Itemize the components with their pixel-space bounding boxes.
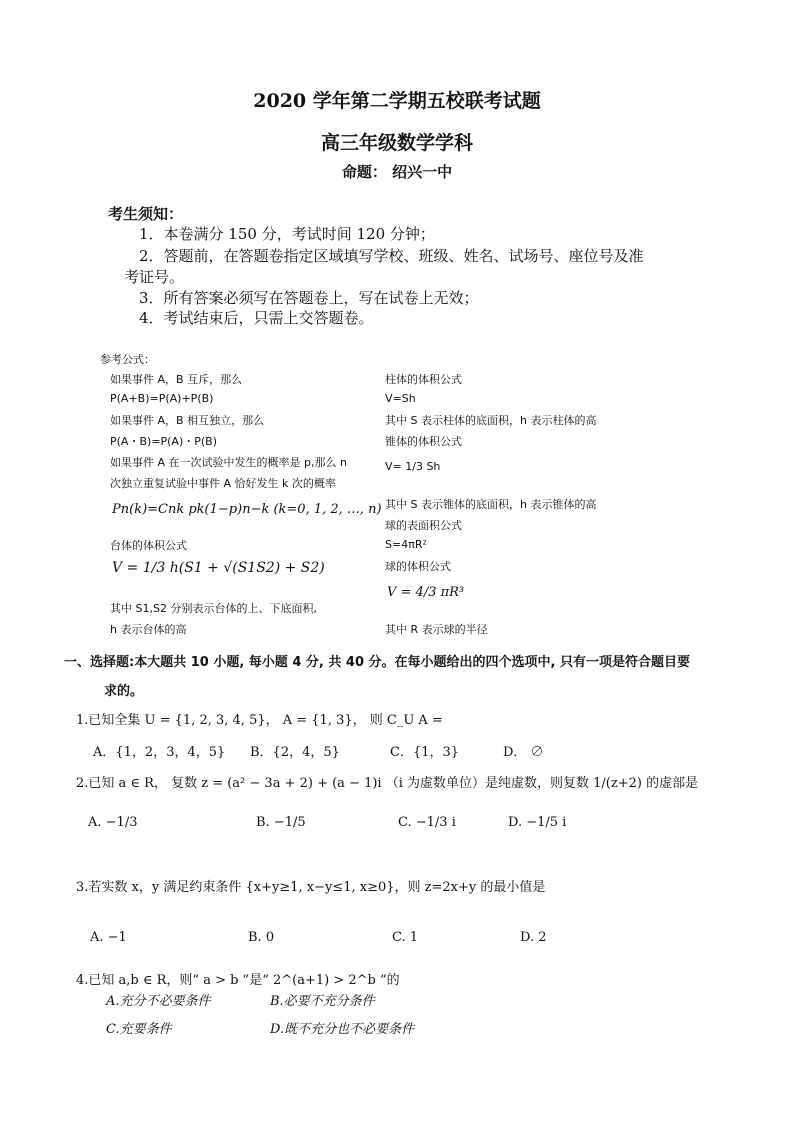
section-heading-cont: 求的。 xyxy=(104,684,144,699)
formula-left-3: 如果事件 A，B 相互独立，那么 xyxy=(110,414,265,427)
exam-title: 2020 学年第二学期五校联考试题 xyxy=(253,90,541,112)
question-3-option-b: B. 0 xyxy=(248,930,275,945)
cone-volume-formula: V= 1/3 Sh xyxy=(385,460,441,473)
question-1-option-b: B．{2，4，5} xyxy=(250,745,340,760)
formula-left-5: 如果事件 A 在一次试验中发生的概率是 p,那么 n xyxy=(110,456,347,469)
question-4-option-c: C.充要条件 xyxy=(106,1022,172,1037)
question-1-option-a: A．{1，2，3，4，5} xyxy=(93,745,226,760)
formula-heading: 参考公式： xyxy=(100,353,155,366)
question-1-stem: 1.已知全集 U = {1, 2, 3, 4, 5}， A = {1, 3}， 则 C_U A = xyxy=(76,713,443,728)
question-3-stem: 3.若实数 x，y 满足约束条件 {x+y≥1, x−y≤1, x≥0}，则 z=2x+y 的最小值是 xyxy=(76,880,546,895)
notice-item-4: 4．考试结束后，只需上交答题卷。 xyxy=(139,309,374,327)
notice-item-2: 2．答题前，在答题卷指定区域填写学校、班级、姓名、试场号、座位号及准 xyxy=(139,247,644,265)
question-2-option-c: C. −1/3 i xyxy=(398,815,456,830)
formula-right-6: 其中 S 表示锥体的底面积，h 表示锥体的高 xyxy=(385,498,597,511)
question-1-option-d: D． ∅ xyxy=(503,745,544,760)
question-4-option-b: B.必要不充分条件 xyxy=(270,994,375,1009)
formula-right-4: 锥体的体积公式 xyxy=(385,435,462,448)
formula-right-9: 球的体积公式 xyxy=(385,560,451,573)
notice-heading: 考生须知： xyxy=(108,205,184,223)
question-2-stem: 2.已知 a ∈ R， 复数 z = (a² − 3a + 2) + (a − 1)i （i 为虚数单位）是纯虚数，则复数 1/(z+2) 的虚部是 xyxy=(76,776,699,791)
formula-left-4: P(A・B)=P(A)・P(B) xyxy=(110,435,218,448)
question-2-option-d: D. −1/5 i xyxy=(508,815,567,830)
notice-item-3: 3．所有答案必须写在答题卷上，写在试卷上无效； xyxy=(139,289,479,307)
formula-right-7: 球的表面积公式 xyxy=(385,519,462,532)
question-4-stem: 4.已知 a,b ∈ R，则“ a > b ”是“ 2^(a+1) > 2^b ”的 xyxy=(76,973,400,988)
frustum-formula: V = 1/3 h(S1 + √(S1S2) + S2) xyxy=(112,560,325,576)
formula-right-11: 其中 R 表示球的半径 xyxy=(385,623,488,636)
sphere-area-formula: S=4πR² xyxy=(385,538,427,551)
formula-right-1: 柱体的体积公式 xyxy=(385,373,462,386)
question-3-option-d: D. 2 xyxy=(520,930,547,945)
formula-right-2: V=Sh xyxy=(385,392,416,405)
formula-left-1: 如果事件 A，B 互斥，那么 xyxy=(110,373,243,386)
formula-right-3: 其中 S 表示柱体的底面积，h 表示柱体的高 xyxy=(385,414,597,427)
question-2-option-b: B. −1/5 xyxy=(256,815,306,830)
exam-subtitle: 高三年级数学学科 xyxy=(320,132,473,154)
formula-left-6: 次独立重复试验中事件 A 恰好发生 k 次的概率 xyxy=(110,477,336,490)
formula-left-8: 台体的体积公式 xyxy=(110,539,187,552)
formula-left-10: 其中 S1,S2 分别表示台体的上、下底面积, xyxy=(110,602,317,615)
question-3-option-a: A. −1 xyxy=(90,930,127,945)
binomial-formula: Pn(k)=Cnk pk(1−p)n−k (k=0, 1, 2, …, n) xyxy=(112,502,382,517)
question-2-option-a: A. −1/3 xyxy=(88,815,138,830)
sphere-volume-formula: V = 4/3 πR³ xyxy=(387,585,465,600)
section-heading: 一、选择题:本大题共 10 小题, 每小题 4 分, 共 40 分。在每小题给出的四个选项中, 只有一项是符合题目要 xyxy=(64,655,690,670)
notice-item-1: 1．本卷满分 150 分，考试时间 120 分钟； xyxy=(139,225,435,243)
notice-item-2-cont: 考证号。 xyxy=(124,268,185,286)
exam-setter: 命题： 绍兴一中 xyxy=(341,163,453,181)
question-4-option-d: D.既不充分也不必要条件 xyxy=(270,1022,415,1037)
question-4-option-a: A.充分不必要条件 xyxy=(106,994,211,1009)
question-3-option-c: C. 1 xyxy=(392,930,419,945)
formula-left-2: P(A+B)=P(A)+P(B) xyxy=(110,392,214,405)
formula-left-11: h 表示台体的高 xyxy=(110,623,187,636)
question-1-option-c: C．{1，3} xyxy=(390,745,460,760)
